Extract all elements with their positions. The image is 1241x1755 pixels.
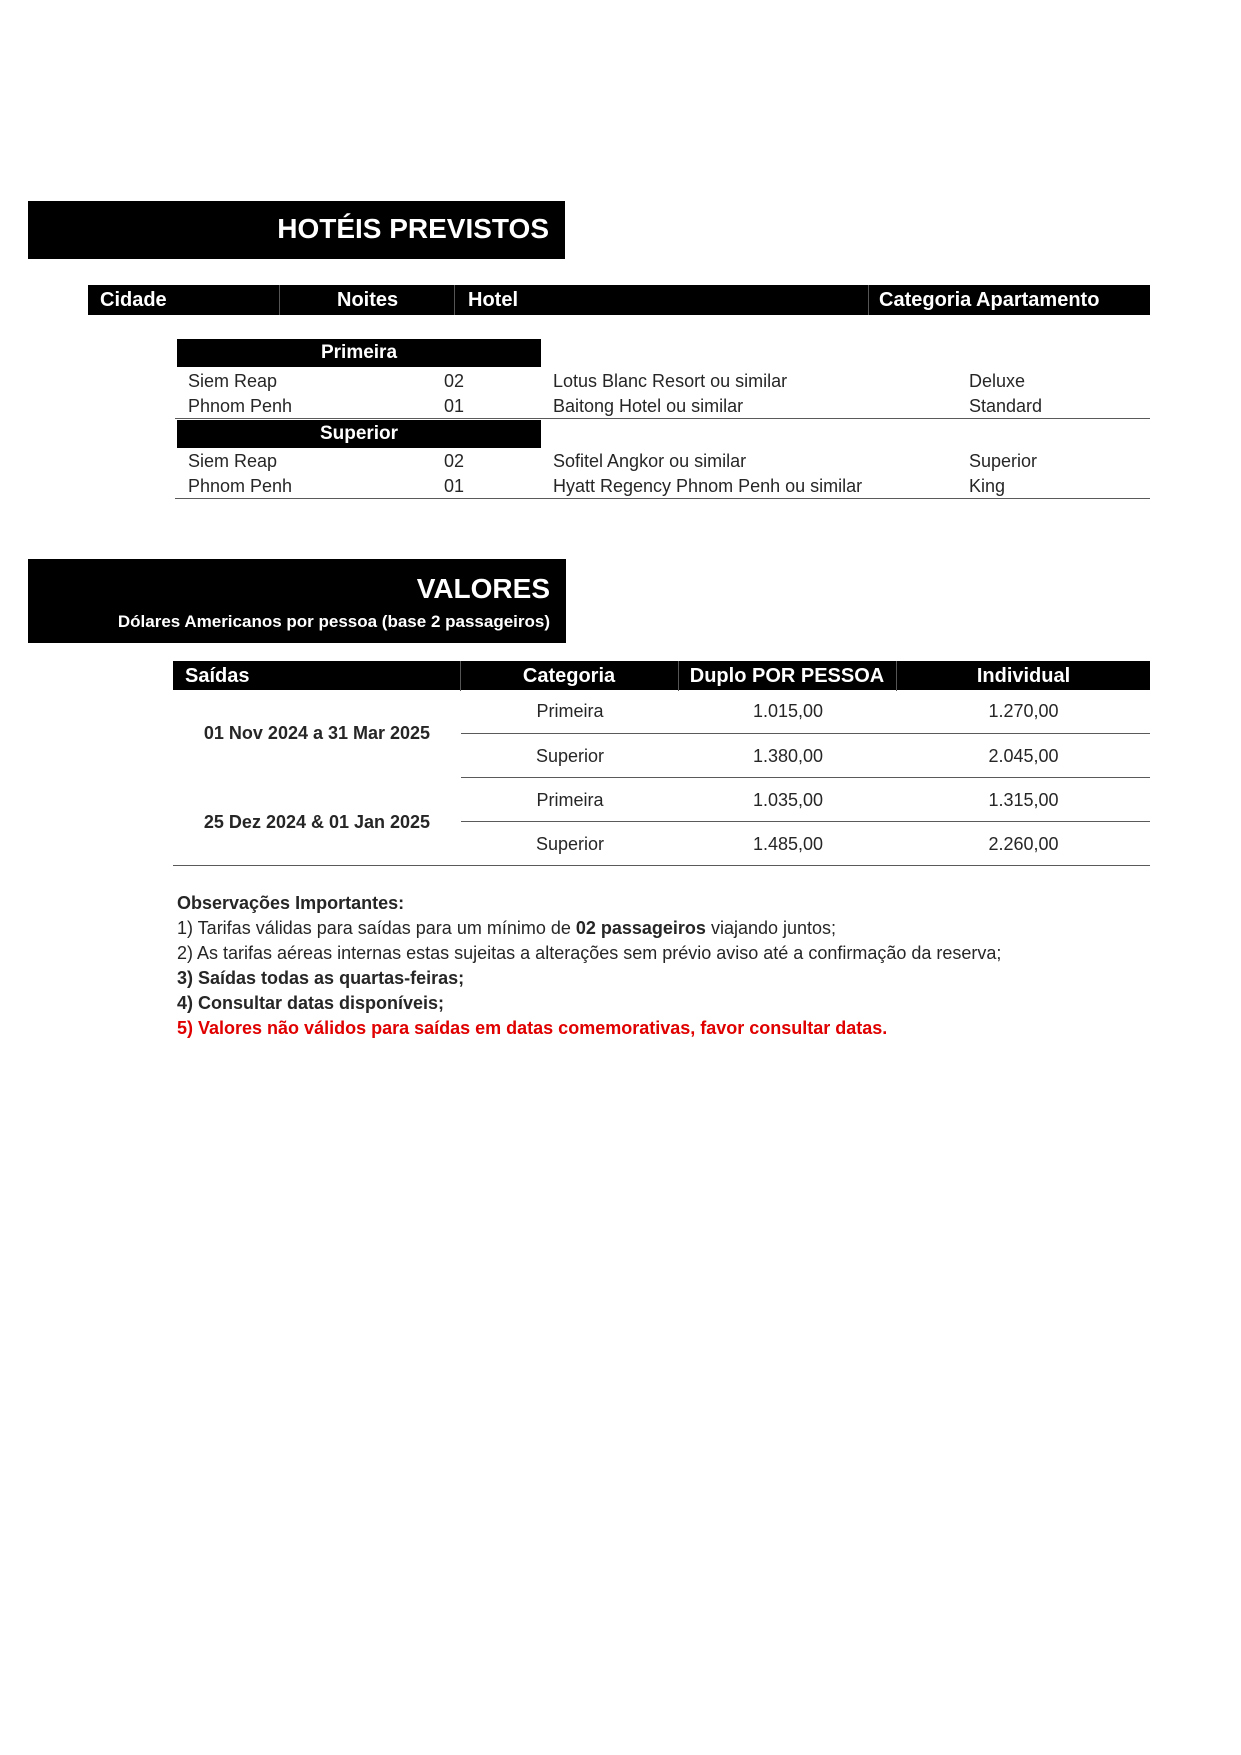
- prices-subtitle: Dólares Americanos por pessoa (base 2 passageiros): [117, 612, 550, 631]
- price-single: 2.045,00: [988, 746, 1059, 766]
- col-cidade: Cidade: [100, 289, 167, 311]
- hotel-category: Deluxe: [969, 371, 1026, 391]
- divider: [175, 498, 1150, 499]
- col-categoria-apartamento: Categoria Apartamento: [879, 289, 1100, 311]
- price-category: Primeira: [536, 790, 604, 810]
- price-single: 1.270,00: [988, 701, 1059, 721]
- col-duplo: Duplo POR PESSOA: [689, 665, 885, 687]
- hotel-category: Standard: [969, 396, 1043, 416]
- col-saidas: Saídas: [185, 665, 250, 687]
- hotel-city: Siem Reap: [188, 451, 278, 471]
- price-category: Superior: [535, 834, 605, 854]
- note-1-text-c: viajando juntos;: [705, 918, 837, 938]
- divider: [461, 821, 1150, 822]
- prices-header-row: [173, 661, 1150, 690]
- hotel-city: Siem Reap: [188, 371, 278, 391]
- hotel-name: Hyatt Regency Phnom Penh ou similar: [553, 476, 863, 496]
- hotel-nights: 01: [444, 396, 465, 416]
- price-category: Primeira: [536, 701, 604, 721]
- prices-title: VALORES: [416, 573, 550, 604]
- period-dates: 01 Nov 2024 a 31 Mar 2025: [203, 723, 431, 743]
- price-double: 1.380,00: [752, 746, 824, 766]
- note-5: 5) Valores não válidos para saídas em datas comemorativas, favor consultar datas.: [177, 1018, 888, 1038]
- price-single: 1.315,00: [988, 790, 1059, 810]
- hotel-name: Lotus Blanc Resort ou similar: [553, 371, 788, 391]
- divider: [461, 733, 1150, 734]
- note-3: 3) Saídas todas as quartas-feiras;: [177, 968, 465, 988]
- divider: [175, 418, 1150, 419]
- hotel-nights: 01: [444, 476, 465, 496]
- price-single: 2.260,00: [988, 834, 1059, 854]
- col-hotel: Hotel: [468, 289, 518, 311]
- price-double: 1.015,00: [752, 701, 824, 721]
- hotel-name: Baitong Hotel ou similar: [553, 396, 744, 416]
- notes-heading: Observações Importantes:: [177, 893, 405, 913]
- col-individual: Individual: [976, 665, 1071, 687]
- col-noites: Noites: [337, 289, 399, 311]
- col-categoria: Categoria: [522, 665, 616, 687]
- group-label-primeira: Primeira: [177, 339, 541, 367]
- period-dates: 25 Dez 2024 & 01 Jan 2025: [203, 812, 431, 832]
- note-1: [177, 917, 836, 939]
- hotel-name: Sofitel Angkor ou similar: [553, 451, 747, 471]
- hotel-nights: 02: [444, 451, 465, 471]
- price-category: Superior: [535, 746, 605, 766]
- hotel-nights: 02: [444, 371, 465, 391]
- price-double: 1.035,00: [752, 790, 824, 810]
- divider: [461, 777, 1150, 778]
- hotels-banner: [28, 201, 565, 259]
- divider: [173, 865, 1150, 866]
- note-2: 2) As tarifas aéreas internas estas sujeitas a alterações sem prévio aviso até a confirmação da reserva;: [177, 943, 1002, 963]
- note-4: 4) Consultar datas disponíveis;: [177, 993, 445, 1013]
- prices-banner: [28, 559, 566, 643]
- hotel-city: Phnom Penh: [188, 476, 293, 496]
- hotels-title: HOTÉIS PREVISTOS: [277, 213, 549, 244]
- note-1-text-bold: 02 passageiros: [575, 918, 706, 938]
- hotel-category: King: [969, 476, 1006, 496]
- hotel-category: Superior: [969, 451, 1038, 471]
- note-1-text-a: 1) Tarifas válidas para saídas para um mínimo de: [177, 918, 576, 938]
- hotel-city: Phnom Penh: [188, 396, 293, 416]
- hotels-header-row: [88, 285, 1150, 315]
- group-label-superior: Superior: [177, 420, 541, 448]
- price-double: 1.485,00: [752, 834, 824, 854]
